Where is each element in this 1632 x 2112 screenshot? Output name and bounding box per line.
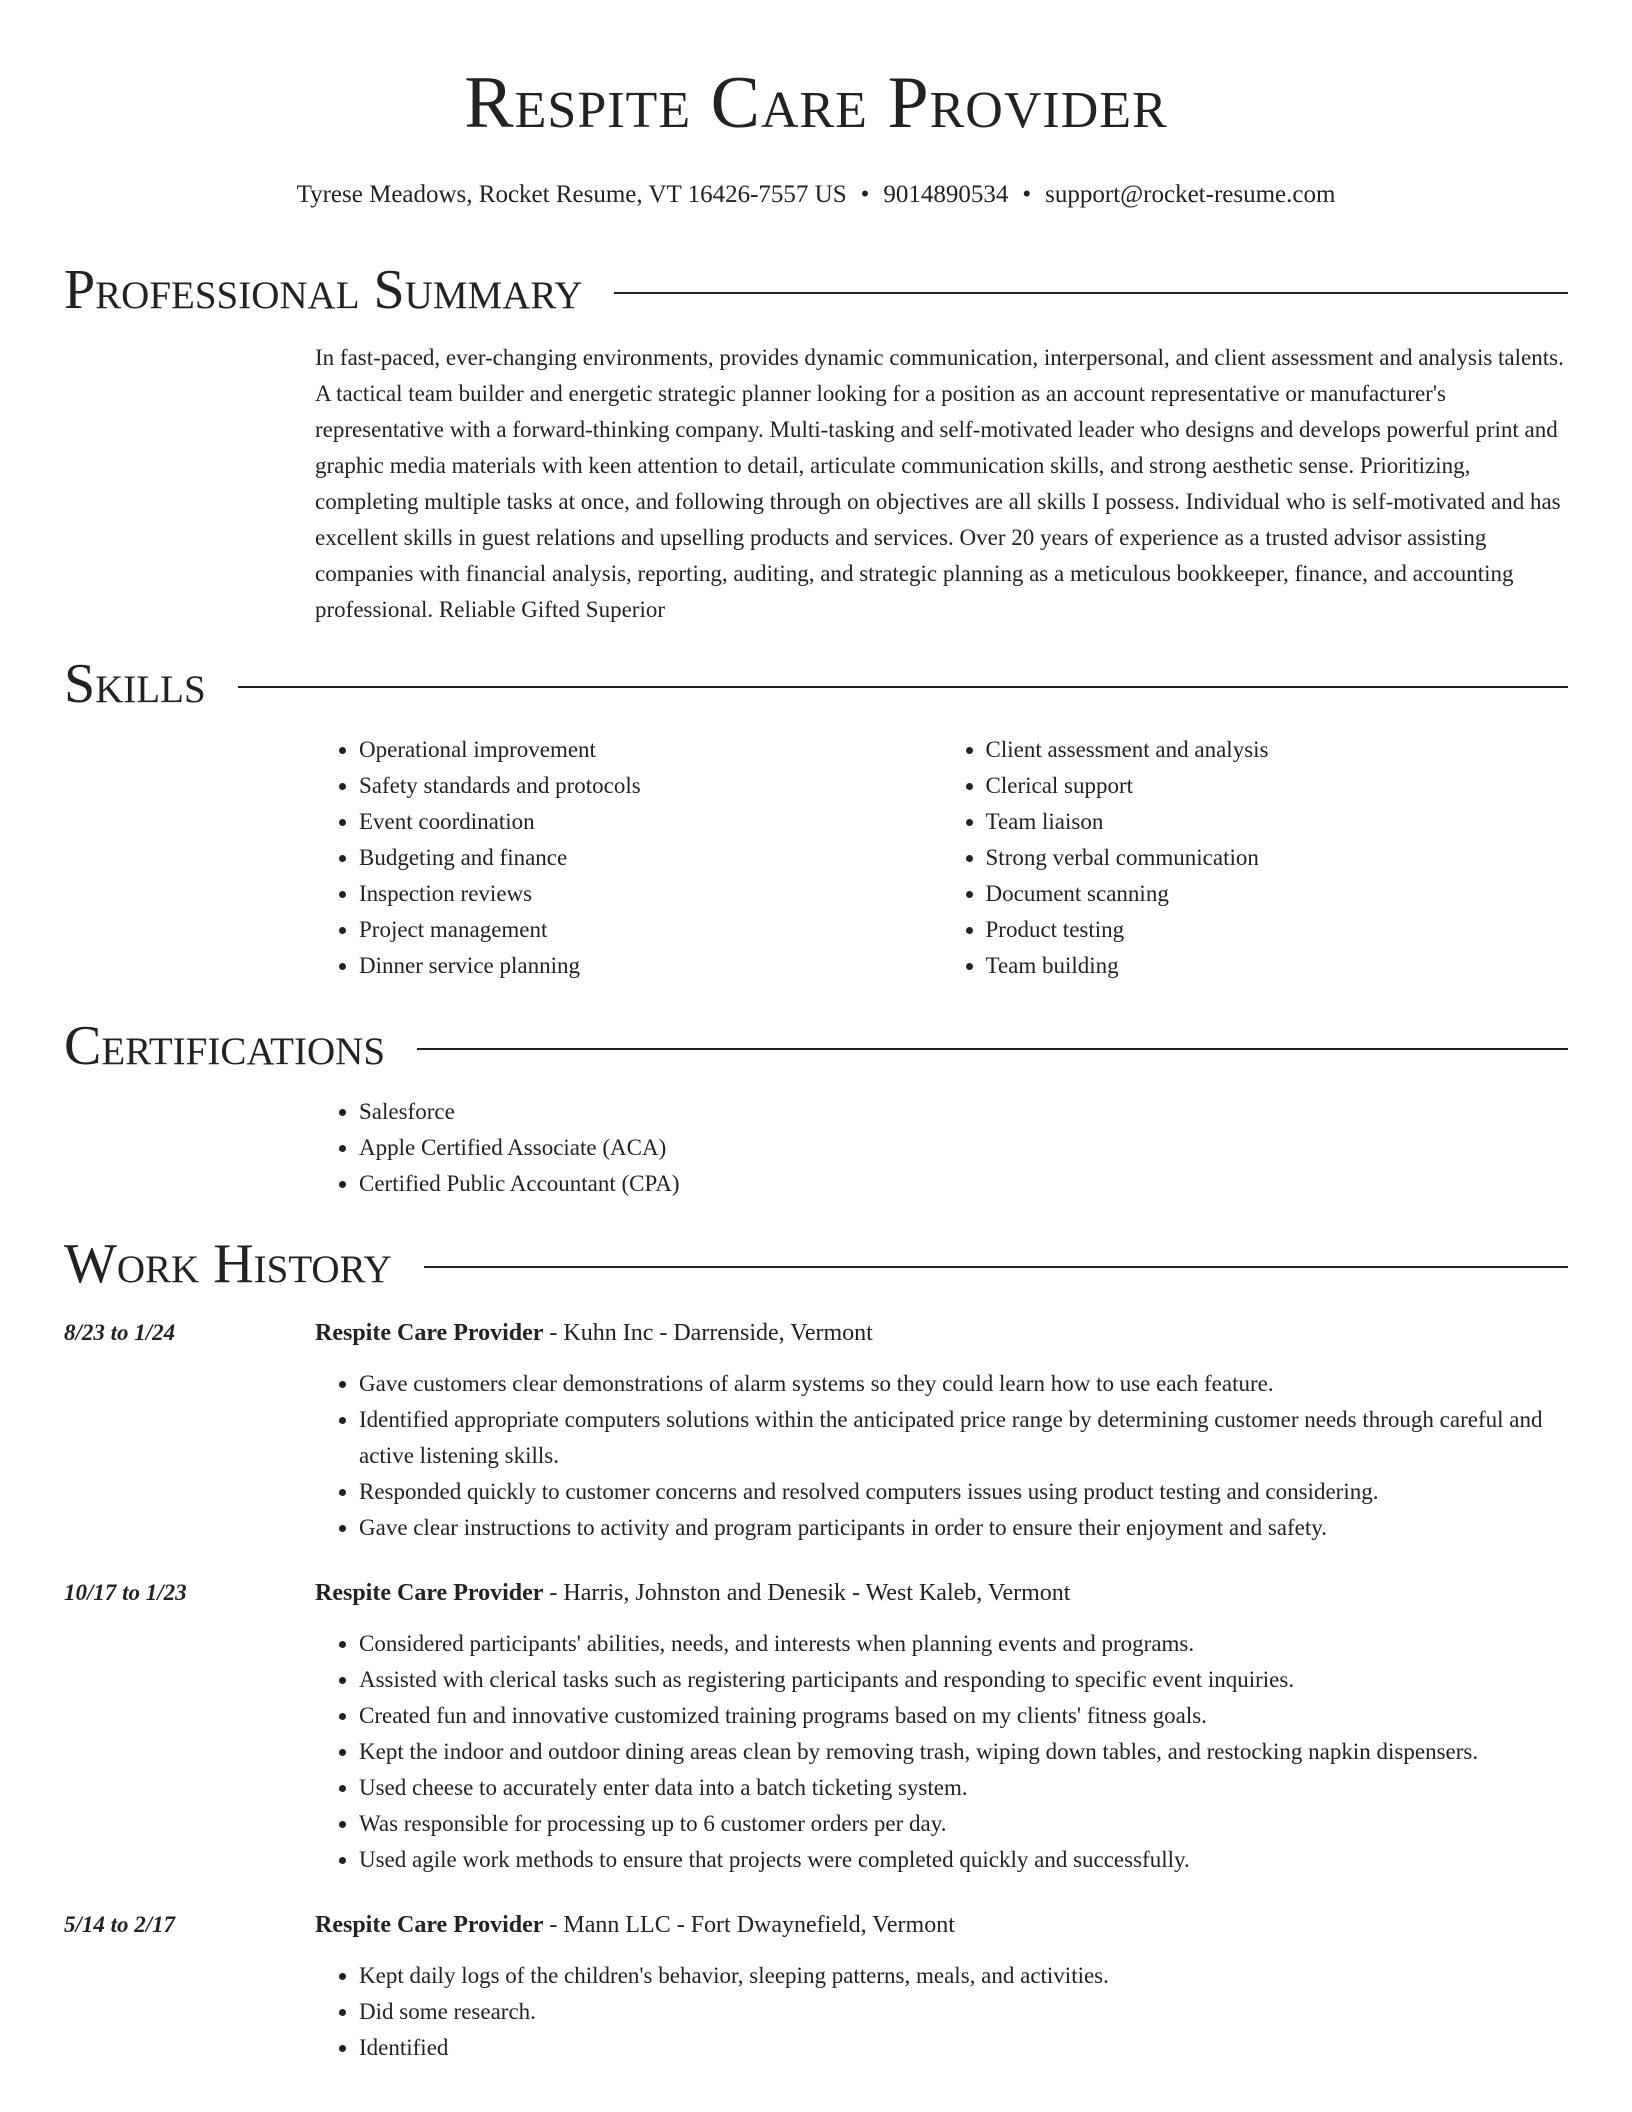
skills-list-left xyxy=(315,732,942,984)
certifications-block xyxy=(315,1094,1568,1202)
skill-item: • Document scanning xyxy=(986,876,1569,912)
section-divider xyxy=(614,292,1568,294)
skills-heading: Skills xyxy=(64,653,206,715)
summary-section-header xyxy=(64,258,1568,322)
certifications-list xyxy=(315,1094,1568,1202)
job-title-line xyxy=(315,1908,1568,1942)
job-bullet: • Did some research. xyxy=(359,1994,1568,2030)
job-title: Respite Care Provider xyxy=(315,1320,544,1346)
contact-line xyxy=(64,180,1568,210)
skill-item: • Client assessment and analysis xyxy=(986,732,1569,768)
section-divider xyxy=(238,686,1568,688)
work-heading: Work History xyxy=(64,1233,392,1295)
job-employer: - Mann LLC - Fort Dwaynefield, Vermont xyxy=(543,1912,955,1938)
job-bullet: • Gave customers clear demonstrations of alarm systems so they could learn how to use each feature. xyxy=(359,1366,1568,1402)
section-divider xyxy=(424,1266,1568,1268)
job-bullet: • Created fun and innovative customized training programs based on my clients' fitness goals. xyxy=(359,1698,1568,1734)
job-bullet: • Considered participants' abilities, needs, and interests when planning events and programs. xyxy=(359,1626,1568,1662)
contact-address: Tyrese Meadows, Rocket Resume, VT 16426-7557 US xyxy=(296,181,847,208)
job-bullet: • Used agile work methods to ensure that projects were completed quickly and successfully. xyxy=(359,1842,1568,1878)
certification-item: • Certified Public Accountant (CPA) xyxy=(359,1166,1568,1202)
certification-item: • Salesforce xyxy=(359,1094,1568,1130)
job-bullet: • Was responsible for processing up to 6 customer orders per day. xyxy=(359,1806,1568,1842)
job-employer: - Harris, Johnston and Denesik - West Kaleb, Vermont xyxy=(543,1580,1071,1606)
job-title-line xyxy=(315,1576,1568,1610)
certifications-heading: Certifications xyxy=(64,1015,386,1077)
skill-item: • Budgeting and finance xyxy=(359,840,942,876)
job-entry xyxy=(64,1908,1568,2066)
skill-item: • Safety standards and protocols xyxy=(359,768,942,804)
job-bullets xyxy=(315,1366,1568,1546)
work-history-list xyxy=(64,1316,1568,2066)
skills-list-right xyxy=(942,732,1569,984)
job-body xyxy=(315,1316,1568,1546)
contact-separator: • xyxy=(860,181,870,208)
job-bullets xyxy=(315,1958,1568,2066)
skill-item: • Product testing xyxy=(986,912,1569,948)
skill-item: • Team building xyxy=(986,948,1569,984)
certifications-section-header xyxy=(64,1014,1568,1078)
job-dates: 5/14 to 2/17 xyxy=(64,1912,176,1937)
skill-item: • Project management xyxy=(359,912,942,948)
job-dates: 10/17 to 1/23 xyxy=(64,1580,187,1605)
job-bullet: • Assisted with clerical tasks such as registering participants and responding to specific event inquiries. xyxy=(359,1662,1568,1698)
contact-email: support@rocket-resume.com xyxy=(1045,181,1336,208)
job-body xyxy=(315,1576,1568,1878)
skill-item: • Event coordination xyxy=(359,804,942,840)
job-bullet: • Identified xyxy=(359,2030,1568,2066)
job-bullet: • Gave clear instructions to activity and program participants in order to ensure their enjoyment and safety. xyxy=(359,1510,1568,1546)
job-bullet: • Identified appropriate computers solutions within the anticipated price range by determining customer needs through careful and active listening skills. xyxy=(359,1402,1568,1474)
job-bullet: • Used cheese to accurately enter data into a batch ticketing system. xyxy=(359,1770,1568,1806)
job-body xyxy=(315,1908,1568,2066)
skill-item: • Inspection reviews xyxy=(359,876,942,912)
skills-columns xyxy=(315,732,1568,984)
contact-separator: • xyxy=(1022,181,1032,208)
certification-item: • Apple Certified Associate (ACA) xyxy=(359,1130,1568,1166)
skill-item: • Dinner service planning xyxy=(359,948,942,984)
work-section-header xyxy=(64,1232,1568,1296)
job-title-line xyxy=(315,1316,1568,1350)
job-entry xyxy=(64,1316,1568,1546)
summary-text: In fast-paced, ever-changing environments, provides dynamic communication, interpersonal, and client assessment and analysis talents. A tactical team builder and energetic strategic planner looking for a position as an account representative or manufacturer's representative with a forward-thinking company. Multi-tasking and self-motivated leader who designs and develops powerful print and graphic media materials with keen attention to detail, articulate communication skills, and strong aesthetic sense. Prioritizing, completing multiple tasks at once, and following through on objectives are all skills I possess. Individual who is self-motivated and has excellent skills in guest relations and upselling products and services. Over 20 years of experience as a trusted advisor assisting companies with financial analysis, reporting, auditing, and strategic planning as a meticulous bookkeeper, finance, and accounting professional. Reliable Gifted Superior xyxy=(315,345,1564,622)
job-dates: 8/23 to 1/24 xyxy=(64,1320,176,1345)
job-entry xyxy=(64,1576,1568,1878)
job-bullets xyxy=(315,1626,1568,1878)
job-title: Respite Care Provider xyxy=(315,1580,544,1606)
job-employer: - Kuhn Inc - Darrenside, Vermont xyxy=(543,1320,873,1346)
resume-title: Respite Care Provider xyxy=(464,62,1168,144)
job-title: Respite Care Provider xyxy=(315,1912,544,1938)
skills-section-header xyxy=(64,652,1568,716)
skill-item: • Operational improvement xyxy=(359,732,942,768)
resume-page xyxy=(64,0,1568,2066)
job-bullet: • Kept daily logs of the children's behavior, sleeping patterns, meals, and activities. xyxy=(359,1958,1568,1994)
skill-item: • Clerical support xyxy=(986,768,1569,804)
summary-heading: Professional Summary xyxy=(64,259,583,321)
contact-phone: 9014890534 xyxy=(883,181,1009,208)
section-divider xyxy=(417,1048,1568,1050)
job-bullet: • Kept the indoor and outdoor dining areas clean by removing trash, wiping down tables, and restocking napkin dispensers. xyxy=(359,1734,1568,1770)
skill-item: • Team liaison xyxy=(986,804,1569,840)
job-bullet: • Responded quickly to customer concerns and resolved computers issues using product testing and considering. xyxy=(359,1474,1568,1510)
skill-item: • Strong verbal communication xyxy=(986,840,1569,876)
